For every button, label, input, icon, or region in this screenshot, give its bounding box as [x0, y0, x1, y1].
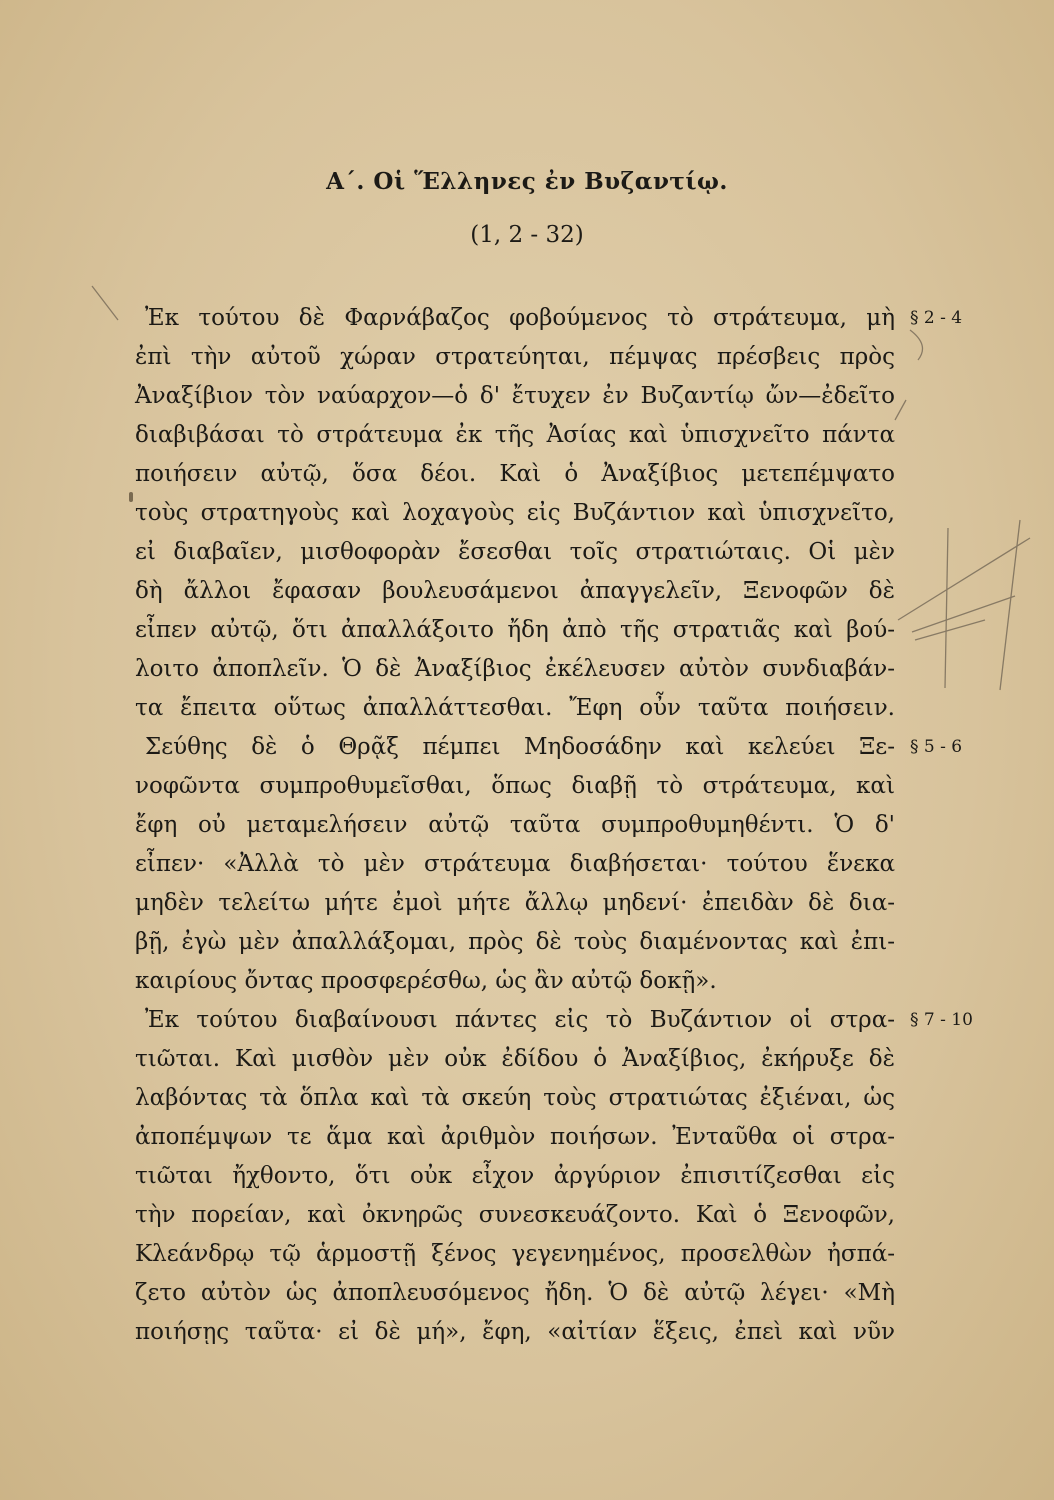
text-line: Σεύθης δὲ ὁ Θρᾷξ πέμπει Μηδοσάδην καὶ κελεύει Ξε- — [145, 734, 895, 760]
text-line: Ἀναξίβιον τὸν ναύαρχον—ὁ δ' ἔτυχεν ἐν Βυζαντίῳ ὤν—ἐδεῖτο — [135, 383, 895, 409]
text-line: ποιήσῃς ταῦτα· εἰ δὲ μή», ἔφη, «αἰτίαν ἕξεις, ἐπεὶ καὶ νῦν — [135, 1319, 895, 1345]
text-line: λαβόντας τὰ ὅπλα καὶ τὰ σκεύη τοὺς στρατιώτας ἐξιέναι, ὡς — [135, 1085, 895, 1111]
section-ref: § 5 - 6 — [910, 737, 963, 757]
chapter-range: (1, 2 - 32) — [470, 222, 584, 248]
text-line: Ἐκ τούτου δὲ Φαρνάβαζος φοβούμενος τὸ στράτευμα, μὴ — [145, 305, 895, 331]
text-line: τοὺς στρατηγοὺς καὶ λοχαγοὺς εἰς Βυζάντιον καὶ ὑπισχνεῖτο, — [135, 500, 895, 526]
text-line: Κλεάνδρῳ τῷ ἁρμοστῇ ξένος γεγενημένος, προσελθὼν ἠσπά- — [135, 1241, 895, 1267]
text-line: ἔφη οὐ μεταμελήσειν αὐτῷ ταῦτα συμπροθυμηθέντι. Ὁ δ' — [135, 812, 895, 838]
text-line: βῇ, ἐγὼ μὲν ἀπαλλάξομαι, πρὸς δὲ τοὺς διαμένοντας καὶ ἐπι- — [135, 929, 895, 955]
text-line: Ἐκ τούτου διαβαίνουσι πάντες εἰς τὸ Βυζάντιον οἱ στρα- — [145, 1007, 895, 1033]
text-line: εἰ διαβαῖεν, μισθοφορὰν ἔσεσθαι τοῖς στρατιώταις. Οἱ μὲν — [135, 539, 895, 565]
text-line: τὴν πορείαν, καὶ ὀκνηρῶς συνεσκευάζοντο. Καὶ ὁ Ξενοφῶν, — [135, 1202, 895, 1228]
text-line: εἶπεν· «Ἀλλὰ τὸ μὲν στράτευμα διαβήσεται· τούτου ἕνεκα — [135, 851, 895, 877]
text-line: εἶπεν αὐτῷ, ὅτι ἀπαλλάξοιτο ἤδη ἀπὸ τῆς στρατιᾶς καὶ βού- — [135, 617, 895, 643]
text-line: λοιτο ἀποπλεῖν. Ὁ δὲ Ἀναξίβιος ἐκέλευσεν αὐτὸν συνδιαβάν- — [135, 656, 895, 682]
text-line: ἀποπέμψων τε ἅμα καὶ ἀριθμὸν ποιήσων. Ἐνταῦθα οἱ στρα- — [135, 1124, 895, 1150]
section-ref: § 2 - 4 — [910, 308, 963, 328]
text-line: ἐπὶ τὴν αὐτοῦ χώραν στρατεύηται, πέμψας πρέσβεις πρὸς — [135, 344, 895, 370]
text-line: διαβιβάσαι τὸ στράτευμα ἐκ τῆς Ἀσίας καὶ ὑπισχνεῖτο πάντα — [135, 422, 895, 448]
text-line: τα ἔπειτα οὕτως ἀπαλλάττεσθαι. Ἔφη οὖν ταῦτα ποιήσειν. — [135, 695, 895, 721]
text-line: δὴ ἄλλοι ἔφασαν βουλευσάμενοι ἀπαγγελεῖν, Ξενοφῶν δὲ — [135, 578, 895, 604]
text-line: νοφῶντα συμπροθυμεῖσθαι, ὅπως διαβῇ τὸ στράτευμα, καὶ — [135, 773, 895, 799]
section-ref: § 7 - 10 — [910, 1010, 973, 1030]
text-line: ποιήσειν αὐτῷ, ὅσα δέοι. Καὶ ὁ Ἀναξίβιος μετεπέμψατο — [135, 461, 895, 487]
text-line: τιῶται. Καὶ μισθὸν μὲν οὐκ ἐδίδου ὁ Ἀναξίβιος, ἐκήρυξε δὲ — [135, 1046, 895, 1072]
text-line: μηδὲν τελείτω μήτε ἐμοὶ μήτε ἄλλῳ μηδενί· ἐπειδὰν δὲ δια- — [135, 890, 895, 916]
chapter-title: Α΄. Οἱ Ἕλληνες ἐν Βυζαντίῳ. — [326, 168, 728, 195]
text-line: τιῶται ἤχθοντο, ὅτι οὐκ εἶχον ἀργύριον ἐπισιτίζεσθαι εἰς — [135, 1163, 895, 1189]
text-line: καιρίους ὄντας προσφερέσθω, ὡς ἂν αὐτῷ δοκῇ». — [135, 968, 717, 994]
text-line: ζετο αὐτὸν ὡς ἀποπλευσόμενος ἤδη. Ὁ δὲ αὐτῷ λέγει· «Μὴ — [135, 1280, 895, 1306]
ink-spot — [129, 492, 133, 502]
